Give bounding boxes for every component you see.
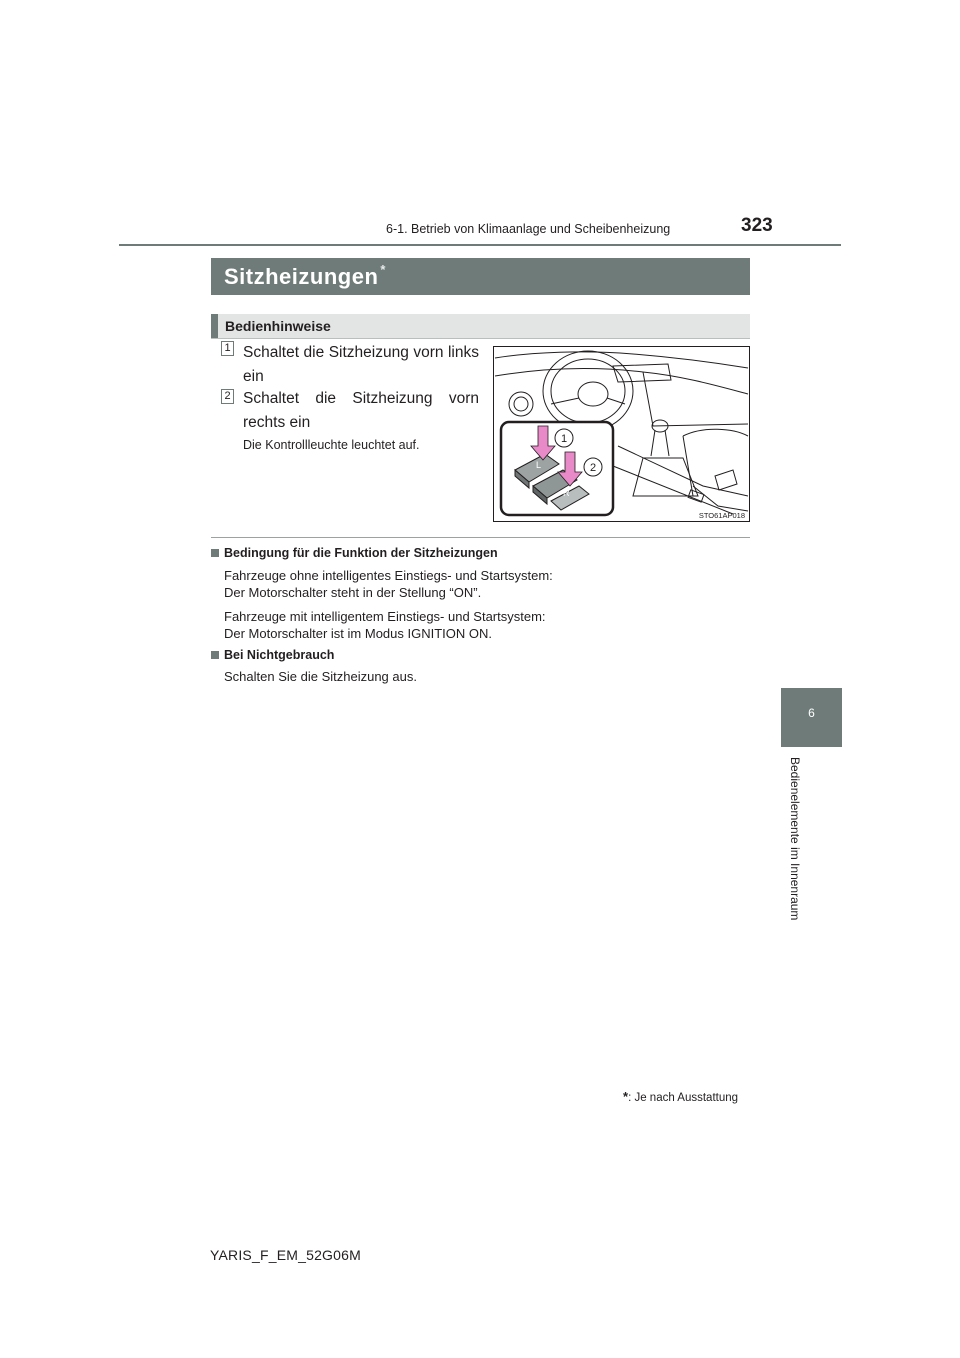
bullet-2-paragraph-1-line-1: Schalten Sie die Sitzheizung aus. [224,669,417,684]
subheading-accent [211,314,218,338]
switch-label-right: R [563,488,570,498]
bullet-2-paragraph-1 [224,668,417,685]
instruction-2 [243,387,479,435]
callout-number-1: 1 [221,341,234,356]
chapter-tab [781,688,842,747]
section-divider [211,537,750,538]
bullet-1-paragraph-2-line-1: Fahrzeuge mit intelligentem Einstiegs- und Startsystem: [224,609,546,624]
switch-label-left: L [536,460,542,470]
instruction-1-line2: ein [243,368,264,385]
bullet-1-paragraph-1 [224,567,553,601]
callout-number-2: 2 [221,389,234,404]
subheading-underline [211,338,750,339]
footnote [623,1089,738,1104]
chapter-number: 6 [808,706,815,720]
illustration-code: STO61AP018 [698,511,745,520]
bullet-square-icon [211,549,219,557]
instruction-2-line1: Schaltet die Sitzheizung vorn [243,390,479,407]
bullet-1-paragraph-1-line-2: Der Motorschalter steht in der Stellung “ON”. [224,585,482,600]
header-divider [119,244,841,246]
bullet-1-paragraph-1-line-1: Fahrzeuge ohne intelligentes Einstiegs- und Startsystem: [224,568,553,583]
callout-label-1: 1 [560,433,568,445]
indicator-note: Die Kontrollleuchte leuchtet auf. [243,438,420,452]
instruction-1-line1: Schaltet die Sitzheizung vorn links [243,344,479,361]
chapter-label: Bedienelemente im Innenraum [788,757,802,921]
section-title-bar [211,258,750,295]
section-title [224,264,386,290]
instruction-1 [243,341,479,389]
bullet-heading-1 [211,546,498,560]
subheading-bar [211,314,750,338]
bullet-heading-2-text: Bei Nichtgebrauch [224,648,335,662]
page-number: 323 [741,215,773,236]
equipment-asterisk: * [380,262,386,277]
instruction-2-line2: rechts ein [243,414,311,431]
seat-heater-illustration [493,346,750,522]
footnote-text: : Je nach Ausstattung [628,1092,739,1104]
bullet-1-paragraph-2 [224,608,546,642]
bullet-heading-1-text: Bedingung für die Funktion der Sitzheizungen [224,546,498,560]
subheading: Bedienhinweise [225,318,331,334]
section-title-text: Sitzheizungen [224,264,379,289]
footnote-marker: * [623,1089,629,1104]
bullet-heading-2 [211,648,334,662]
bullet-square-icon [211,651,219,659]
callout-label-2: 2 [589,462,597,474]
running-header-section: 6-1. Betrieb von Klimaanlage und Scheibenheizung [386,222,671,236]
bullet-1-paragraph-2-line-2: Der Motorschalter ist im Modus IGNITION ON. [224,626,492,641]
document-code: YARIS_F_EM_52G06M [210,1247,361,1263]
